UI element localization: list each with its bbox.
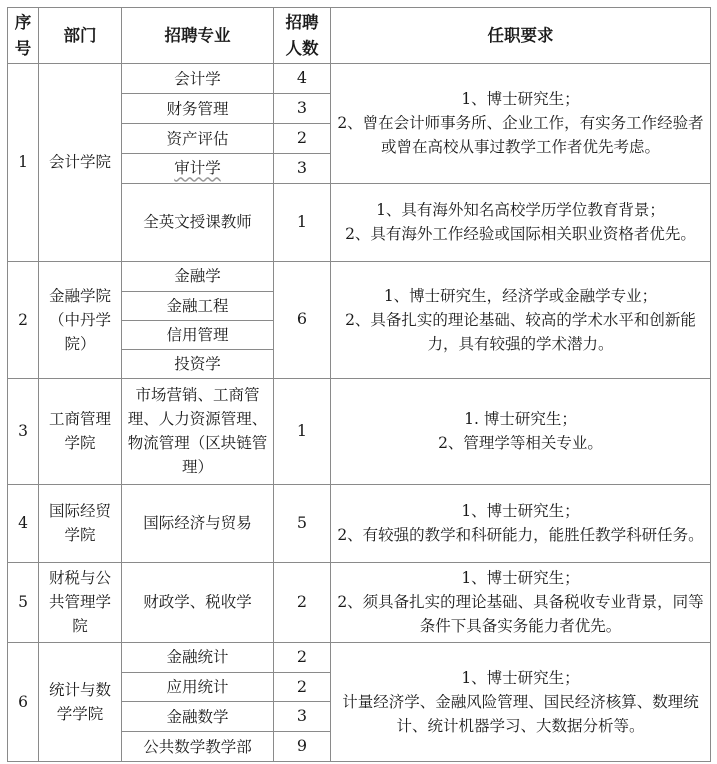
- table-row: [8, 261, 711, 291]
- major-cell: 财务管理: [122, 94, 274, 124]
- count-cell: 2: [274, 562, 331, 642]
- major-cell: 国际经济与贸易: [122, 484, 274, 562]
- requirement-cell: [331, 484, 711, 562]
- requirement-cell: [331, 64, 711, 184]
- major-cell: 市场营销、工商管理、人力资源管理、物流管理（区块链管理）: [122, 378, 274, 484]
- requirement-cell: [331, 642, 711, 761]
- requirement-cell: [331, 378, 711, 484]
- header-req: 任职要求: [331, 8, 711, 64]
- header-no: 序号: [8, 8, 39, 64]
- requirement-line: 计量经济学、金融风险管理、国民经济核算、数理统计、统计机器学习、大数据分析等。: [342, 692, 699, 735]
- count-cell: 1: [274, 378, 331, 484]
- requirement-line: 2、曾在会计师事务所、企业工作，有实务工作经验者或曾在高校从事过教学工作者优先考虑。: [337, 114, 704, 157]
- table-row: [8, 642, 711, 672]
- requirement-line: 2、须具备扎实的理论基础、具备税收专业背景，同等条件下具备实务能力者优先。: [337, 593, 704, 636]
- requirement-cell: [331, 261, 711, 378]
- header-dept: 部门: [39, 8, 122, 64]
- major-cell: [122, 153, 274, 183]
- major-cell: 财政学、税收学: [122, 562, 274, 642]
- requirement-line: 1、博士研究生；: [461, 90, 580, 109]
- requirement-cell: [331, 562, 711, 642]
- major-cell: 金融学: [122, 261, 274, 291]
- row-dept: 财税与公共管理学院: [39, 562, 122, 642]
- count-cell: 2: [274, 642, 331, 672]
- major-cell: 金融统计: [122, 642, 274, 672]
- count-cell: 1: [274, 183, 331, 261]
- table-row: [8, 562, 711, 642]
- major-cell: 公共数学教学部: [122, 732, 274, 762]
- count-cell: 2: [274, 672, 331, 702]
- major-cell: 金融数学: [122, 702, 274, 732]
- row-no: 6: [8, 642, 39, 761]
- row-no: 4: [8, 484, 39, 562]
- count-cell: 5: [274, 484, 331, 562]
- count-cell: 4: [274, 64, 331, 94]
- requirement-line: 2、具有海外工作经验或国际相关职业资格者优先。: [345, 225, 696, 244]
- requirement-line: 1. 博士研究生；: [464, 410, 577, 429]
- count-cell: 3: [274, 153, 331, 183]
- count-cell: 6: [274, 261, 331, 378]
- requirement-line: 2、具备扎实的理论基础、较高的学术水平和创新能力，具有较强的学术潜力。: [345, 310, 696, 353]
- row-no: 2: [8, 261, 39, 378]
- count-cell: 2: [274, 124, 331, 154]
- row-dept: 会计学院: [39, 64, 122, 262]
- major-cell: 投资学: [122, 349, 274, 378]
- row-dept: 金融学院（中丹学院）: [39, 261, 122, 378]
- header-row: [8, 8, 711, 64]
- row-dept: 统计与数学学院: [39, 642, 122, 761]
- requirement-line: 2、管理学等相关专业。: [438, 434, 603, 453]
- requirement-line: 1、博士研究生，经济学或金融学专业；: [383, 286, 658, 305]
- major-cell: 资产评估: [122, 124, 274, 154]
- header-count: 招聘人数: [274, 8, 331, 64]
- requirement-line: 1、博士研究生；: [461, 569, 580, 588]
- requirement-line: 1、博士研究生；: [461, 502, 580, 521]
- recruitment-table: [7, 7, 711, 762]
- row-dept: 国际经贸学院: [39, 484, 122, 562]
- major-cell: 全英文授课教师: [122, 183, 274, 261]
- row-dept: 工商管理学院: [39, 378, 122, 484]
- requirement-line: 1、具有海外知名高校学历学位教育背景；: [376, 201, 665, 220]
- requirement-cell: [331, 183, 711, 261]
- major-cell: 会计学: [122, 64, 274, 94]
- count-cell: 3: [274, 702, 331, 732]
- major-name: 审计学: [174, 159, 221, 178]
- table-row: [8, 484, 711, 562]
- major-cell: 信用管理: [122, 320, 274, 349]
- count-cell: 9: [274, 732, 331, 762]
- major-cell: 应用统计: [122, 672, 274, 702]
- row-no: 1: [8, 64, 39, 262]
- count-cell: 3: [274, 94, 331, 124]
- header-major: 招聘专业: [122, 8, 274, 64]
- table-row: [8, 64, 711, 94]
- requirement-line: 2、有较强的教学和科研能力，能胜任教学科研任务。: [337, 526, 704, 545]
- table-row: [8, 378, 711, 484]
- major-cell: 金融工程: [122, 291, 274, 320]
- row-no: 5: [8, 562, 39, 642]
- requirement-line: 1、博士研究生；: [461, 668, 580, 687]
- row-no: 3: [8, 378, 39, 484]
